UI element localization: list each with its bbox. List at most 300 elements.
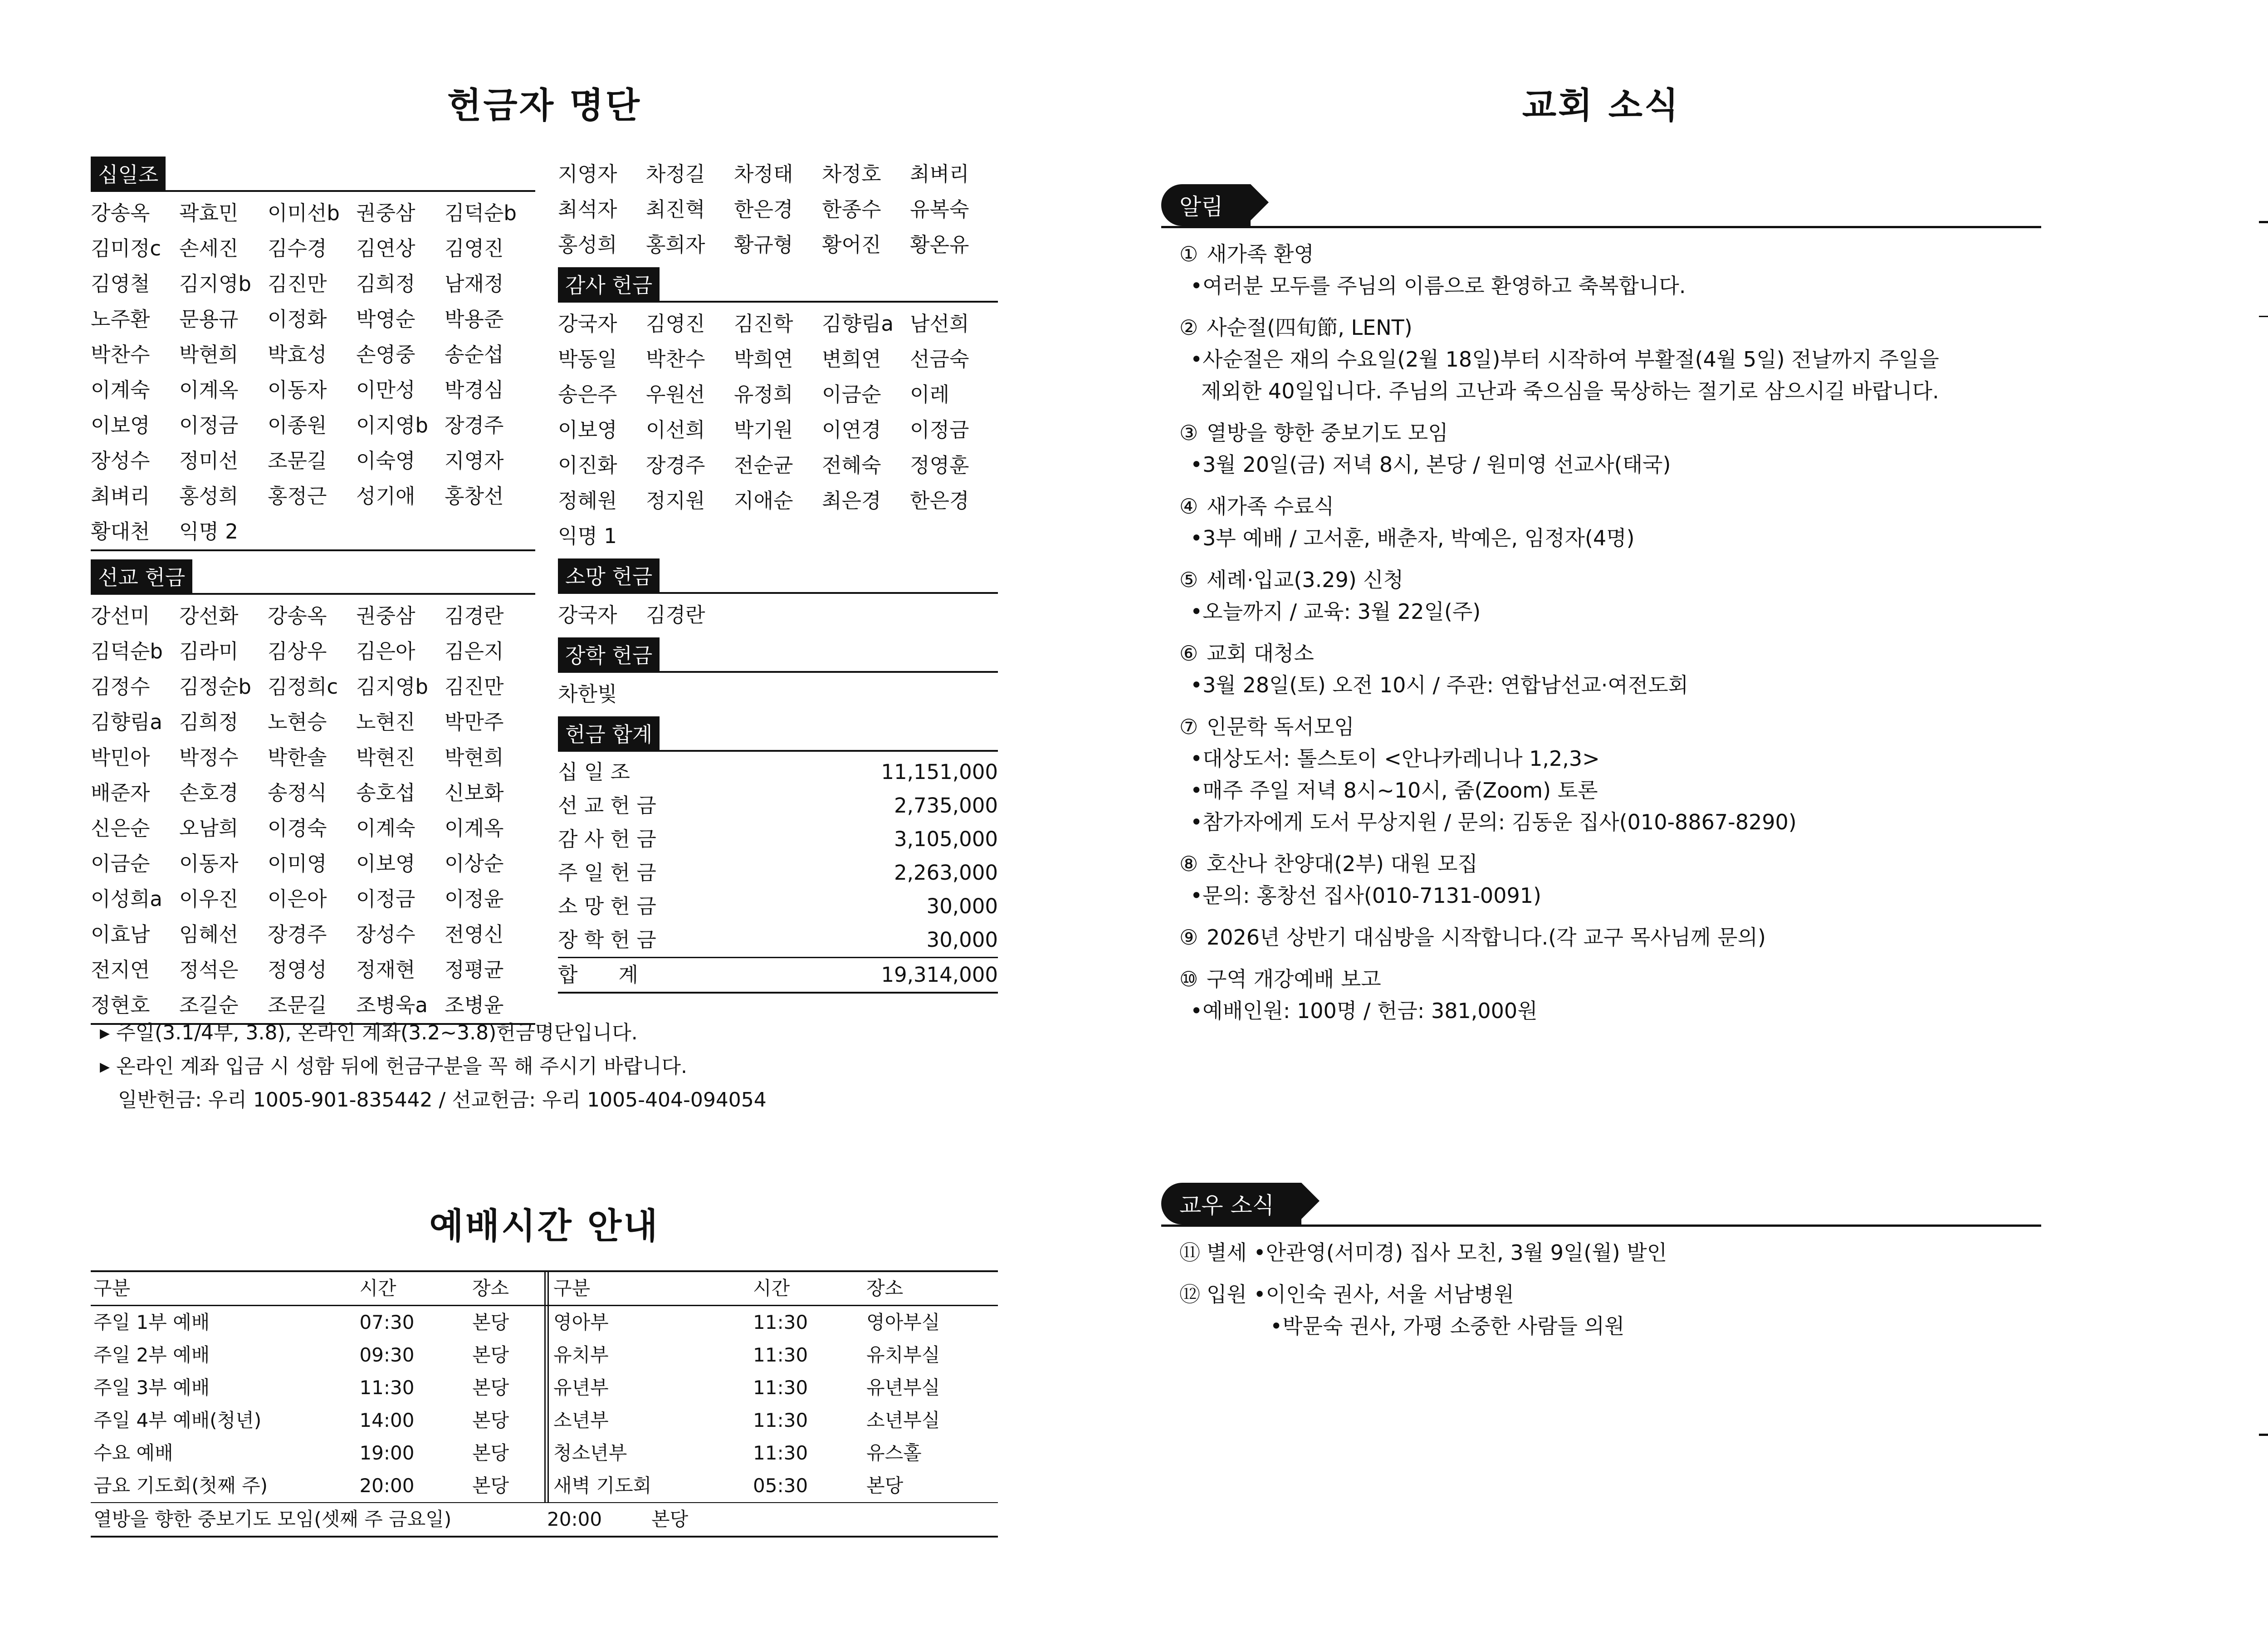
donor-name: 지영자 bbox=[445, 449, 504, 473]
news-heading-text: 교회 대청소 bbox=[1207, 641, 1314, 666]
worship-cell: 주일 3부 예배 bbox=[93, 1376, 210, 1399]
news-heading bbox=[1179, 1278, 2041, 1310]
donor-name: 이숙영 bbox=[356, 449, 415, 473]
worship-cell: 11:30 bbox=[753, 1344, 808, 1366]
news-number: ⑤ bbox=[1179, 568, 1198, 592]
worship-cell-group bbox=[544, 1339, 998, 1371]
worship-cell: 19:00 bbox=[359, 1442, 415, 1464]
news-heading bbox=[1179, 637, 2041, 669]
order-row bbox=[2259, 1094, 2268, 1162]
total-amount: 2,263,000 bbox=[894, 861, 998, 885]
donor-name bbox=[734, 519, 822, 554]
note-line: ▸ 주일(3.1/4부, 3.8), 온라인 계좌(3.2~3.8)헌금명단입니다. bbox=[100, 1021, 638, 1044]
donor-name bbox=[268, 514, 356, 549]
donor-name: 유정희 bbox=[734, 382, 793, 406]
worship-cell: 청소년부 bbox=[553, 1442, 627, 1464]
donor-name: 전혜숙 bbox=[822, 453, 881, 477]
worship-cell-group bbox=[544, 1371, 998, 1404]
worship-cell: 금요 기도회(첫째 주) bbox=[93, 1474, 268, 1497]
donor-name: 이우진 bbox=[179, 887, 239, 911]
bulletin-meta bbox=[2259, 223, 2268, 256]
total-amount: 3,105,000 bbox=[894, 827, 998, 851]
name-row bbox=[558, 412, 998, 448]
order-row bbox=[2259, 483, 2268, 544]
worship-cell-group bbox=[544, 1306, 998, 1339]
worship-row bbox=[91, 1404, 998, 1437]
news-number: ① bbox=[1179, 242, 1198, 266]
worship-last-row bbox=[91, 1502, 998, 1536]
total-amount: 2,735,000 bbox=[894, 793, 998, 818]
order-row bbox=[2259, 544, 2268, 604]
news-line: •대상도서: 톨스토이 <안나카레니나 1,2,3> bbox=[1190, 746, 1600, 771]
name-row bbox=[91, 882, 535, 917]
donor-name: 전지연 bbox=[91, 958, 150, 982]
worship-cell: 유스홀 bbox=[866, 1442, 922, 1464]
news-item bbox=[1179, 921, 2041, 953]
news-item bbox=[1179, 1278, 2041, 1342]
donor-name: 박희연 bbox=[734, 347, 793, 371]
donor-name: 손세진 bbox=[179, 236, 239, 260]
donor-name: 박찬수 bbox=[646, 347, 705, 371]
donor-name: 박영순 bbox=[356, 307, 415, 331]
donor-name: 이정윤 bbox=[445, 887, 504, 911]
sermon-series-subtitle bbox=[2259, 149, 2268, 180]
donor-name: 차정태 bbox=[734, 162, 793, 186]
note-line: ▸ 온라인 계좌 입금 시 성함 뒤에 헌금구분을 꼭 해 주시기 바랍니다. bbox=[100, 1055, 688, 1078]
donor-name: 김희정 bbox=[179, 710, 239, 734]
news-item bbox=[1179, 711, 2041, 838]
news-item bbox=[1179, 963, 2041, 1027]
order-row bbox=[2259, 422, 2268, 483]
news-line: 제외한 40일입니다. 주님의 고난과 죽으심을 묵상하는 절기로 삼으시길 바랍니다. bbox=[1201, 379, 1939, 403]
donor-name: 최은경 bbox=[822, 489, 881, 513]
order-row bbox=[2259, 665, 2268, 726]
donor-name: 손영중 bbox=[356, 343, 415, 367]
news-number: ⑥ bbox=[1179, 641, 1198, 666]
worship-head-right bbox=[544, 1272, 998, 1305]
name-row bbox=[558, 342, 998, 377]
news-number: ⑦ bbox=[1179, 715, 1198, 739]
name-row bbox=[91, 740, 535, 775]
note-line: 일반헌금: 우리 1005-901-835442 / 선교헌금: 우리 1005-404-094054 bbox=[118, 1088, 767, 1112]
news-heading-text: 사순절(四旬節, LENT) bbox=[1207, 315, 1413, 340]
news-heading-text: 구역 개강예배 보고 bbox=[1207, 967, 1381, 991]
donor-name: 노현승 bbox=[268, 710, 327, 734]
donor-name: 차한빛 bbox=[558, 682, 617, 706]
offering-notes bbox=[100, 1016, 989, 1117]
category-rule bbox=[558, 592, 998, 594]
total-amount: 11,151,000 bbox=[881, 760, 998, 784]
category-rule bbox=[91, 190, 535, 192]
donor-name: 김영진 bbox=[445, 236, 504, 260]
donor-name: 강국자 bbox=[558, 312, 617, 336]
donor-name: 김향림a bbox=[822, 312, 894, 336]
news-number: ④ bbox=[1179, 494, 1198, 519]
donor-name: 정지원 bbox=[646, 489, 705, 513]
donor-name: 이금순 bbox=[91, 852, 150, 876]
donor-name: 이정화 bbox=[268, 307, 327, 331]
donor-name: 정영성 bbox=[268, 958, 327, 982]
worship-cell: 09:30 bbox=[359, 1344, 415, 1366]
news-heading-text: 새가족 환영 bbox=[1207, 242, 1314, 266]
donor-name: 홍성희 bbox=[558, 233, 617, 257]
worship-row bbox=[91, 1437, 998, 1469]
worship-head-left bbox=[91, 1272, 544, 1305]
news-number: ② bbox=[1179, 315, 1198, 340]
worship-cell: 유년부 bbox=[553, 1376, 609, 1399]
order-panel bbox=[2259, 0, 2268, 1626]
total-row bbox=[558, 755, 998, 789]
donor-name: 황어진 bbox=[822, 233, 881, 257]
donor-name: 김라미 bbox=[179, 639, 239, 663]
total-name: 장 학 헌 금 bbox=[558, 928, 656, 952]
order-row bbox=[2259, 1223, 2268, 1284]
donor-name: 최석자 bbox=[558, 197, 617, 221]
donor-name: 이경숙 bbox=[268, 816, 327, 840]
donor-name: 이진화 bbox=[558, 453, 617, 477]
donor-name: 이동자 bbox=[179, 852, 239, 876]
worship-cell-group bbox=[91, 1306, 544, 1339]
donor-name: 익명 2 bbox=[179, 519, 238, 544]
donor-name bbox=[734, 598, 822, 633]
donor-name: 이동자 bbox=[268, 378, 327, 402]
news-item bbox=[1179, 417, 2041, 480]
donor-name: 이계숙 bbox=[356, 816, 415, 840]
name-row bbox=[91, 337, 535, 372]
worship-cell: 본당 bbox=[472, 1311, 509, 1333]
donor-name: 이보영 bbox=[558, 418, 617, 442]
news-heading-text: 세례·입교(3.29) 신청 bbox=[1207, 568, 1404, 592]
category-label: 선교 헌금 bbox=[91, 559, 192, 593]
name-row bbox=[91, 372, 535, 408]
worship-cell: 11:30 bbox=[753, 1442, 808, 1464]
donor-name: 황온유 bbox=[910, 233, 969, 257]
donor-name: 장경주 bbox=[445, 413, 504, 437]
worship-times-table bbox=[91, 1270, 998, 1538]
members-list bbox=[1161, 1237, 2041, 1342]
donor-name: 최벼리 bbox=[910, 162, 969, 186]
donor-name bbox=[646, 676, 734, 712]
donor-name: 김지영b bbox=[356, 675, 428, 699]
total-rule bbox=[558, 992, 998, 994]
donor-name: 정미선 bbox=[179, 449, 239, 473]
worship-row bbox=[91, 1371, 998, 1404]
news-item bbox=[1179, 1237, 2041, 1268]
donor-name: 이정금 bbox=[179, 413, 239, 437]
news-line: •오늘까지 / 교육: 3월 22일(주) bbox=[1190, 599, 1481, 624]
order-row bbox=[2259, 604, 2268, 665]
donor-name: 노주환 bbox=[91, 307, 150, 331]
donor-name: 김향림a bbox=[91, 710, 162, 734]
news-item bbox=[1179, 312, 2041, 407]
worship-cell-group bbox=[91, 1371, 544, 1404]
donor-name: 김미정c bbox=[91, 236, 161, 260]
donor-name: 김상우 bbox=[268, 639, 327, 663]
worship-cell: 11:30 bbox=[753, 1311, 808, 1333]
donor-name: 남선희 bbox=[910, 312, 969, 336]
donor-name: 이금순 bbox=[822, 382, 881, 406]
category-label: 장학 헌금 bbox=[558, 637, 660, 671]
donor-name: 박만주 bbox=[445, 710, 504, 734]
news-line: •3월 28일(토) 오전 10시 / 주관: 연합남선교·여전도회 bbox=[1190, 673, 1689, 697]
donor-name: 이성희a bbox=[91, 887, 162, 911]
worship-cell: 본당 bbox=[472, 1474, 509, 1497]
worship-cell: 14:00 bbox=[359, 1409, 415, 1431]
donor-name: 정재현 bbox=[356, 958, 415, 982]
worship-cell-group bbox=[91, 1469, 544, 1502]
name-row bbox=[91, 811, 535, 846]
donor-name bbox=[445, 514, 533, 549]
worship-cell: 11:30 bbox=[753, 1376, 808, 1399]
name-row bbox=[91, 302, 535, 337]
name-row bbox=[91, 266, 535, 302]
news-panel bbox=[1161, 0, 2041, 1626]
donor-name: 장성수 bbox=[356, 922, 415, 946]
donor-name: 홍창선 bbox=[445, 484, 504, 508]
donor-name: 성기애 bbox=[356, 484, 415, 508]
donor-name: 이계옥 bbox=[445, 816, 504, 840]
footer-rule bbox=[2259, 1434, 2268, 1436]
donor-name: 김덕순b bbox=[91, 639, 163, 663]
donor-name: 이선희 bbox=[646, 418, 705, 442]
news-heading-text: 인문학 독서모임 bbox=[1207, 715, 1354, 739]
order-of-worship bbox=[2259, 361, 2268, 1406]
worship-head-cell: 시간 bbox=[359, 1277, 396, 1299]
worship-times-title: 예배시간 안내 bbox=[429, 1206, 660, 1247]
worship-cell: 영아부실 bbox=[866, 1311, 940, 1333]
news-heading-text: 2026년 상반기 대심방을 시작합니다.(각 교구 목사님께 문의) bbox=[1207, 925, 1766, 950]
donor-name: 박현희 bbox=[179, 343, 239, 367]
donor-name: 이계옥 bbox=[179, 378, 239, 402]
worship-cell: 소년부 bbox=[553, 1409, 609, 1431]
worship-cell: 주일 1부 예배 bbox=[93, 1311, 210, 1333]
donor-name: 정현호 bbox=[91, 993, 150, 1017]
notice-tab bbox=[1161, 182, 2041, 228]
news-heading bbox=[1179, 711, 2041, 743]
name-row bbox=[558, 519, 998, 554]
donor-name bbox=[910, 598, 998, 633]
news-number: ⑫ bbox=[1179, 1282, 1200, 1307]
donor-list bbox=[91, 152, 998, 1017]
donor-name: 정평균 bbox=[445, 958, 504, 982]
order-row bbox=[2259, 1345, 2268, 1406]
donor-name: 박용준 bbox=[445, 307, 504, 331]
category-rule bbox=[91, 593, 535, 595]
donor-name: 송호섭 bbox=[356, 781, 415, 805]
donor-name: 조문길 bbox=[268, 993, 327, 1017]
category-label: 십일조 bbox=[91, 157, 166, 190]
donor-name: 박현진 bbox=[356, 745, 415, 769]
worship-cell-group bbox=[91, 1404, 544, 1437]
notice-list bbox=[1161, 238, 2041, 1027]
worship-cell: 주일 4부 예배(청년) bbox=[93, 1409, 262, 1431]
news-heading bbox=[1179, 848, 2041, 880]
donor-name: 김희정 bbox=[356, 272, 415, 296]
news-line: •문의: 홍창선 집사(010-7131-0091) bbox=[1190, 883, 1541, 908]
donor-name: 문용규 bbox=[179, 307, 239, 331]
donor-name: 박동일 bbox=[558, 347, 617, 371]
donor-name: 박한솔 bbox=[268, 745, 327, 769]
name-row bbox=[91, 634, 535, 669]
donor-name: 박기원 bbox=[734, 418, 793, 442]
donor-name: 곽효민 bbox=[179, 201, 239, 225]
donor-panel bbox=[91, 0, 998, 1626]
donor-name: 정혜원 bbox=[558, 489, 617, 513]
news-number: ⑨ bbox=[1179, 925, 1198, 950]
donor-name bbox=[822, 598, 910, 633]
donor-name: 임혜선 bbox=[179, 922, 239, 946]
donor-name: 이보영 bbox=[356, 852, 415, 876]
worship-cell: 본당 bbox=[472, 1409, 509, 1431]
worship-cell: 본당 bbox=[866, 1474, 904, 1497]
members-tab bbox=[1161, 1181, 2041, 1227]
donor-name: 박민아 bbox=[91, 745, 150, 769]
total-row bbox=[558, 923, 998, 957]
donor-name: 이정금 bbox=[356, 887, 415, 911]
worship-head-row bbox=[91, 1272, 998, 1306]
news-number: ⑩ bbox=[1179, 967, 1198, 991]
notice-tab-label: 알림 bbox=[1161, 184, 1251, 226]
donor-name: 유복숙 bbox=[910, 197, 969, 221]
name-row bbox=[558, 598, 998, 633]
worship-cell: 영아부 bbox=[553, 1311, 609, 1333]
worship-head-cell: 구분 bbox=[93, 1277, 131, 1299]
name-row bbox=[558, 157, 998, 192]
name-row bbox=[558, 306, 998, 342]
donor-name: 장성수 bbox=[91, 449, 150, 473]
name-row bbox=[91, 846, 535, 882]
donor-name: 한은경 bbox=[910, 489, 969, 513]
name-row bbox=[91, 598, 535, 634]
name-row bbox=[91, 669, 535, 705]
name-row bbox=[558, 192, 998, 227]
worship-last-time: 20:00 bbox=[547, 1508, 602, 1530]
donor-name: 김경란 bbox=[445, 604, 504, 628]
donor-name: 김진만 bbox=[268, 272, 327, 296]
news-title: 교회 소식 bbox=[1522, 85, 1681, 126]
donor-name: 강국자 bbox=[558, 603, 617, 627]
name-row bbox=[558, 448, 998, 483]
name-row bbox=[91, 443, 535, 479]
news-line: •사순절은 재의 수요일(2월 18일)부터 시작하여 부활절(4월 5일) 전날까지 주일을 bbox=[1190, 347, 1939, 372]
worship-cell-group bbox=[544, 1469, 998, 1502]
donor-name: 강선미 bbox=[91, 604, 150, 628]
donor-name: 손호경 bbox=[179, 781, 239, 805]
total-name: 선 교 헌 금 bbox=[558, 793, 656, 818]
order-row bbox=[2259, 1162, 2268, 1223]
total-row bbox=[558, 823, 998, 856]
name-row bbox=[91, 514, 535, 549]
donor-name: 강송옥 bbox=[268, 604, 327, 628]
donor-name: 차정길 bbox=[646, 162, 705, 186]
worship-row bbox=[91, 1469, 998, 1502]
donor-name: 변희연 bbox=[822, 347, 881, 371]
donor-name bbox=[646, 519, 734, 554]
donor-name: 신은순 bbox=[91, 816, 150, 840]
donor-name: 이효남 bbox=[91, 922, 150, 946]
donor-name: 김정희c bbox=[268, 675, 338, 699]
donor-name: 정영훈 bbox=[910, 453, 969, 477]
worship-head-cell: 장소 bbox=[472, 1277, 509, 1299]
name-row bbox=[558, 483, 998, 519]
donor-name: 박정수 bbox=[179, 745, 239, 769]
donor-name: 이은아 bbox=[268, 887, 327, 911]
donor-name: 이지영b bbox=[356, 413, 428, 437]
worship-cell: 본당 bbox=[472, 1344, 509, 1366]
news-line: •여러분 모두를 주님의 이름으로 환영하고 축복합니다. bbox=[1190, 274, 1686, 298]
donor-name bbox=[910, 676, 998, 712]
news-number: ③ bbox=[1179, 421, 1198, 445]
donor-name: 강선화 bbox=[179, 604, 239, 628]
news-heading-text: 호산나 찬양대(2부) 대원 모집 bbox=[1207, 852, 1478, 876]
news-heading bbox=[1179, 417, 2041, 449]
donor-name bbox=[822, 676, 910, 712]
total-name: 십 일 조 bbox=[558, 760, 631, 784]
total-amount: 30,000 bbox=[926, 928, 998, 952]
worship-cell: 유치부 bbox=[553, 1344, 609, 1366]
name-row bbox=[91, 917, 535, 952]
donor-name: 김지영b bbox=[179, 272, 251, 296]
donor-name: 최벼리 bbox=[91, 484, 150, 508]
name-row bbox=[91, 705, 535, 740]
total-sum-name: 합 계 bbox=[558, 963, 638, 987]
total-row bbox=[558, 856, 998, 890]
donor-name: 장경주 bbox=[646, 453, 705, 477]
worship-cell-group bbox=[544, 1437, 998, 1469]
donor-name: 지애순 bbox=[734, 489, 793, 513]
category-rule bbox=[558, 671, 998, 673]
news-number: ⑪ bbox=[1179, 1240, 1200, 1265]
news-line: •예배인원: 100명 / 헌금: 381,000원 bbox=[1190, 999, 1538, 1023]
worship-last-name: 열방을 향한 중보기도 모임(셋째 주 금요일) bbox=[93, 1508, 452, 1530]
donor-name: 정석은 bbox=[179, 958, 239, 982]
news-line: •매주 주일 저녁 8시~10시, 줌(Zoom) 토론 bbox=[1190, 778, 1598, 803]
donor-name: 오남희 bbox=[179, 816, 239, 840]
total-sum-row bbox=[558, 958, 998, 992]
donor-name: 장경주 bbox=[268, 922, 327, 946]
worship-cell-group bbox=[544, 1404, 998, 1437]
donor-name: 김정순b bbox=[179, 675, 251, 699]
news-item bbox=[1179, 637, 2041, 701]
worship-row bbox=[91, 1339, 998, 1371]
donor-name: 김은아 bbox=[356, 639, 415, 663]
donor-name: 황규형 bbox=[734, 233, 793, 257]
donor-name: 전영신 bbox=[445, 922, 504, 946]
category-label: 헌금 합계 bbox=[558, 716, 660, 750]
donor-name: 조길순 bbox=[179, 993, 239, 1017]
news-line: •박문숙 권사, 가평 소중한 사람들 의원 bbox=[1270, 1314, 1625, 1338]
donor-name: 이상순 bbox=[445, 852, 504, 876]
order-row bbox=[2259, 361, 2268, 422]
total-name: 감 사 헌 금 bbox=[558, 827, 656, 851]
worship-cell: 유년부실 bbox=[866, 1376, 940, 1399]
worship-cell: 20:00 bbox=[359, 1474, 415, 1497]
worship-cell: 본당 bbox=[472, 1376, 509, 1399]
worship-cell: 유치부실 bbox=[866, 1344, 940, 1366]
news-heading bbox=[1179, 921, 2041, 953]
donor-name: 조병윤 bbox=[445, 993, 504, 1017]
donor-name: 조병욱a bbox=[356, 993, 428, 1017]
praise-block bbox=[2259, 794, 2268, 914]
name-row bbox=[558, 227, 998, 263]
donor-name: 조문길 bbox=[268, 449, 327, 473]
donor-name: 지영자 bbox=[558, 162, 617, 186]
worship-cell: 새벽 기도회 bbox=[553, 1474, 652, 1497]
donor-name: 신보화 bbox=[445, 781, 504, 805]
worship-row bbox=[91, 1306, 998, 1339]
donor-name: 이미영 bbox=[268, 852, 327, 876]
category-rule bbox=[558, 301, 998, 303]
